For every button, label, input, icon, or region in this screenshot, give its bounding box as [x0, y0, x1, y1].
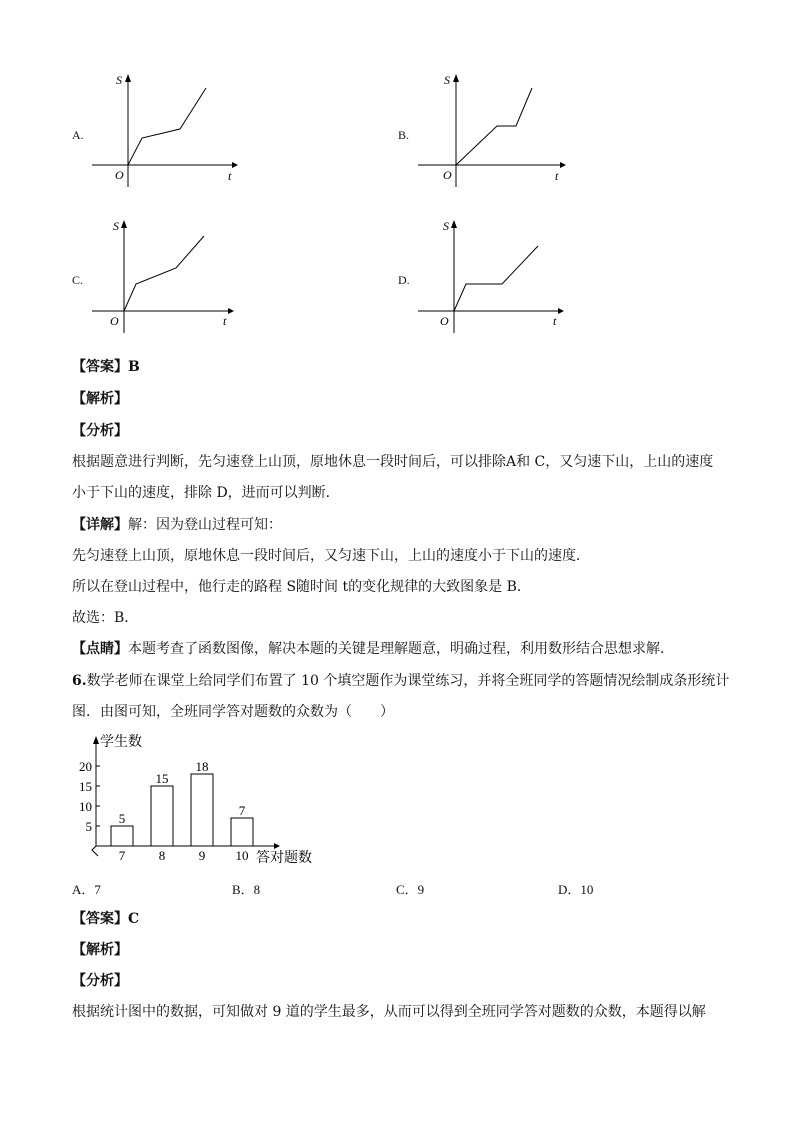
q6-stem-line-2: 图．由图可知，全班同学答对题数的众数为（ ）: [72, 704, 394, 720]
x-tick-label: 7: [118, 848, 126, 863]
y-tick-label: 10: [79, 799, 92, 814]
bar: [151, 786, 173, 846]
q6-fenxi-line-1: 根据统计图中的数据，可知做对 9 道的学生最多，从而可以得到全班同学答对题数的众数，本题得以解: [72, 1004, 706, 1020]
q6-answer-line: [72, 909, 752, 929]
option-a: A．7: [72, 882, 101, 897]
axis-break: [92, 846, 98, 856]
option-label: B.: [398, 128, 410, 142]
answer-value: C: [128, 911, 140, 927]
q5-answer-line: [72, 357, 752, 377]
bar-value-label: 7: [238, 803, 246, 818]
x-axis-label: t: [223, 314, 227, 328]
x-axis-label: t: [553, 314, 557, 328]
y-axis-title: 学生数: [100, 735, 142, 750]
q5-xiangjie-line-4: 故选：B．: [72, 610, 139, 626]
origin-label: O: [443, 168, 452, 182]
q5-dianjing-line: [72, 639, 752, 659]
xiangjie-text: 解：因为登山过程可知：: [128, 517, 282, 533]
x-arrow: [232, 162, 238, 168]
y-tick-label: 15: [79, 779, 92, 794]
bar: [231, 818, 253, 846]
x-arrow: [274, 843, 280, 849]
y-axis-label: S: [116, 73, 122, 87]
x-arrow: [560, 162, 566, 168]
q6-stem-text: 数学老师在课堂上给同学们布置了 10 个填空题作为课堂练习，并将全班同学的答题情况绘制成条形统计: [86, 673, 730, 689]
y-arrow: [453, 74, 459, 82]
st-graph: [416, 72, 596, 187]
option-c: C．9: [396, 882, 425, 897]
dianjing-tag: 【点睛】: [72, 641, 128, 657]
x-axis-label: t: [555, 169, 559, 183]
bar-value-label: 15: [155, 771, 169, 786]
st-graph: [90, 72, 270, 187]
q6-jiexi-tag: 【解析】: [72, 942, 128, 958]
graph-line: [454, 246, 538, 311]
bar-chart: [72, 728, 332, 868]
option-label: A.: [72, 128, 84, 142]
x-tick-label: 9: [198, 848, 206, 863]
graph-line: [456, 88, 532, 165]
option-label: D.: [398, 273, 410, 287]
q5-xiangjie-line: [72, 515, 752, 535]
y-tick-label: 5: [85, 819, 92, 834]
x-tick-label: 8: [158, 848, 166, 863]
dianjing-text: 本题考查了函数图像，解决本题的关键是理解题意，明确过程，利用数形结合思想求解．: [128, 641, 674, 657]
y-tick-label: 20: [79, 759, 92, 774]
origin-label: O: [440, 314, 449, 328]
q5-fenxi-tag: 【分析】: [72, 423, 128, 439]
st-graph: [90, 218, 270, 333]
q5-jiexi-tag: 【解析】: [72, 391, 128, 407]
y-arrow: [93, 736, 99, 744]
x-arrow: [558, 308, 564, 314]
bar-value-label: 5: [118, 811, 126, 826]
option-b: B．8: [232, 882, 261, 897]
q5-xiangjie-line-2: 先匀速登上山顶，原地休息一段时间后，又匀速下山，上山的速度小于下山的速度．: [72, 548, 590, 564]
y-arrow: [451, 220, 457, 228]
q6-stem-line-1: [72, 671, 752, 691]
x-axis-title: 答对题数: [256, 851, 312, 866]
origin-label: O: [115, 168, 124, 182]
q5-xiangjie-line-3: 所以在登山过程中，他行走的路程 S随时间 t的变化规律的大致图象是 B．: [72, 579, 531, 595]
xiangjie-tag: 【详解】: [72, 517, 128, 533]
bar: [111, 826, 133, 846]
y-arrow: [125, 74, 131, 82]
y-axis-label: S: [443, 219, 449, 233]
x-axis-label: t: [228, 169, 232, 183]
st-graph: [416, 218, 596, 333]
y-axis-label: S: [444, 73, 450, 87]
answer-tag: 【答案】: [72, 359, 128, 375]
x-tick-label: 10: [235, 848, 249, 863]
graph-line: [128, 88, 206, 165]
answer-tag: 【答案】: [72, 911, 128, 927]
bar: [191, 774, 213, 846]
y-arrow: [121, 220, 127, 228]
q5-fenxi-line-1: 根据题意进行判断，先匀速登上山顶，原地休息一段时间后，可以排除A和 C，又匀速下山，上山的速度: [72, 454, 714, 470]
origin-label: O: [110, 314, 119, 328]
answer-value: B: [128, 359, 140, 375]
option-d: D．10: [558, 882, 594, 897]
y-axis-label: S: [113, 219, 119, 233]
bar-value-label: 18: [195, 759, 209, 774]
graph-line: [124, 236, 204, 311]
question-number: 6.: [72, 673, 87, 689]
q5-fenxi-line-2: 小于下山的速度，排除 D，进而可以判断．: [72, 485, 340, 501]
q6-fenxi-tag: 【分析】: [72, 973, 128, 989]
option-label: C.: [72, 273, 84, 287]
x-arrow: [228, 308, 234, 314]
